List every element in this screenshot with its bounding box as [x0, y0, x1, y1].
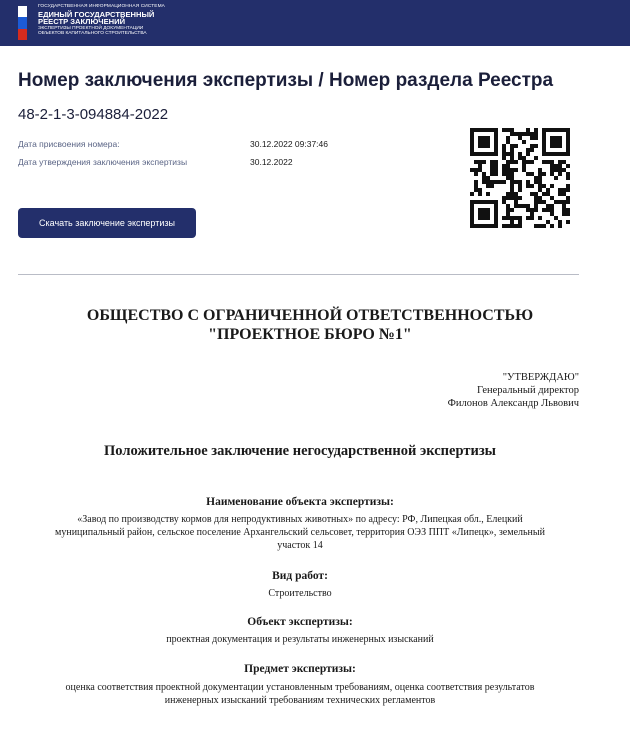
- russian-flag-icon: [18, 6, 27, 40]
- section-text-work-type: Строительство: [268, 588, 332, 599]
- logo-line-registry: РЕЕСТР ЗАКЛЮЧЕНИЙ: [38, 17, 126, 27]
- page-title: Номер заключения экспертизы / Номер раздела Реестра: [18, 70, 554, 91]
- registry-number: 48-2-1-3-094884-2022: [18, 106, 169, 123]
- section-text-expertise-object: проектная документация и результаты инженерных изысканий: [166, 634, 434, 645]
- assignment-date-value: 30.12.2022 09:37:46: [250, 139, 328, 149]
- logo-line-system: ГОСУДАРСТВЕННАЯ ИНФОРМАЦИОННАЯ СИСТЕМА: [38, 4, 165, 9]
- section-heading-expertise-object: Объект экспертизы:: [247, 616, 353, 628]
- download-conclusion-button[interactable]: Скачать заключение экспертизы: [18, 208, 196, 238]
- section-text-object-name-2: муниципальный район, сельское поселение Архангельский сельсовет, территория ОЭЗ ППТ «Липецк», земельный: [55, 527, 545, 538]
- section-text-object-name-1: «Завод по производству кормов для непродуктивных животных» по адресу: РФ, Липецкая обл., Елецкий: [77, 514, 523, 525]
- section-divider: [18, 274, 579, 275]
- organization-name-line2: "ПРОЕКТНОЕ БЮРО №1": [208, 326, 412, 343]
- section-heading-work-type: Вид работ:: [272, 570, 328, 582]
- top-header-bar: [0, 0, 630, 46]
- logo-line-objects: ОБЪЕКТОВ КАПИТАЛЬНОГО СТРОИТЕЛЬСТВА: [38, 30, 147, 36]
- logo-line-expertise: ЭКСПЕРТИЗЫ ПРОЕКТНОЙ ДОКУМЕНТАЦИИ: [38, 25, 144, 31]
- approval-date-label: Дата утверждения заключения экспертизы: [18, 157, 188, 167]
- section-heading-object-name: Наименование объекта экспертизы:: [206, 496, 394, 508]
- approver-position: Генеральный директор: [477, 385, 579, 396]
- approval-stamp: "УТВЕРЖДАЮ": [502, 372, 579, 383]
- document-title: Положительное заключение негосударственной экспертизы: [104, 443, 496, 459]
- assignment-date-label: Дата присвоения номера:: [18, 139, 120, 149]
- qr-code-icon: [470, 128, 570, 228]
- section-text-expertise-subject-1: оценка соответствия проектной документации установленным требованиям, оценка соответствия результатов: [65, 682, 535, 693]
- organization-name-line1: ОБЩЕСТВО С ОГРАНИЧЕННОЙ ОТВЕТСТВЕННОСТЬЮ: [86, 307, 534, 324]
- approval-date-value: 30.12.2022: [250, 157, 293, 167]
- approver-name: Филонов Александр Львович: [447, 398, 579, 409]
- section-text-object-name-3: участок 14: [277, 540, 323, 551]
- section-heading-expertise-subject: Предмет экспертизы:: [244, 663, 356, 675]
- section-text-expertise-subject-2: инженерных изысканий требованиям технических регламентов: [164, 695, 436, 706]
- site-logo[interactable]: [38, 5, 165, 37]
- logo-line-unified: ЕДИНЫЙ ГОСУДАРСТВЕННЫЙ: [38, 9, 155, 19]
